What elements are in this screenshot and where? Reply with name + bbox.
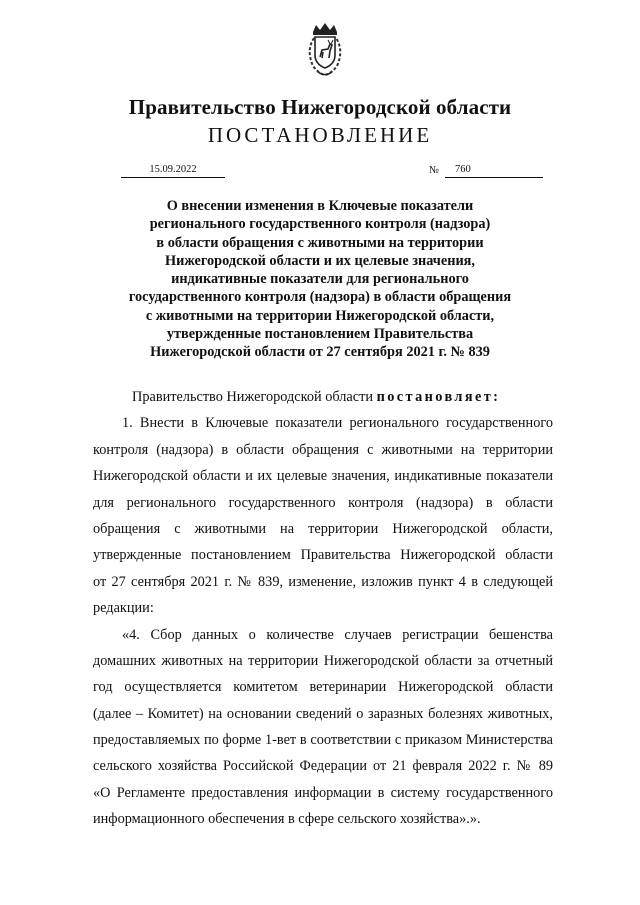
subject-line: О внесении изменения в Ключевые показатели (166, 198, 474, 214)
number-label: № (429, 165, 440, 176)
body-line: редакции: (93, 600, 154, 617)
document-subject (100, 197, 540, 362)
body-line: сельского хозяйства Российской Федерации от 21 февраля 2022 г. № 89 (93, 758, 553, 775)
subject-line: с животными на территории Нижегородской области, (145, 307, 495, 324)
body-line: «О Регламенте предоставления информации в систему государственного (93, 784, 553, 801)
coat-of-arms-icon (301, 22, 349, 78)
subject-line: регионального государственного контроля (надзора) (149, 216, 491, 233)
document-type: ПОСТАНОВЛЕНИЕ (207, 123, 433, 147)
body-line: «4. Сбор данных о количестве случаев регистрации бешенства (122, 626, 553, 643)
body-line: для регионального государственного контроля (надзора) в области (93, 494, 553, 511)
subject-line: Нижегородской области и их целевые значения, (164, 252, 475, 269)
body-line: 1. Внести в Ключевые показатели регионального государственного (122, 415, 553, 432)
document-date: 15.09.2022 (121, 163, 225, 178)
body-line: информационного обеспечения в сфере сельского хозяйства».». (93, 811, 481, 828)
body-line: от 27 сентября 2021 г. № 839, изменение, изложив пункт 4 в следующей (93, 573, 553, 590)
body-line: предоставляемых по форме 1-вет в соответствии с приказом Министерства (93, 732, 553, 749)
preamble-text: Правительство Нижегородской области (132, 389, 373, 405)
body-line: Нижегородской области и их целевые значения, индикативные показатели (93, 468, 553, 485)
body-line: домашних животных на территории Нижегородской области за отчетный (93, 652, 553, 669)
subject-line: государственного контроля (надзора) в области обращения (128, 289, 512, 306)
subject-line: Нижегородской области от 27 сентября 2021 г. № 839 (150, 344, 490, 361)
preamble (93, 384, 553, 410)
document-number-field (445, 163, 543, 178)
subject-line: в области обращения с животными на территории (156, 234, 484, 251)
body-line: (далее – Комитет) на основании сведений о заразных болезнях животных, (93, 705, 553, 722)
subject-line: утвержденные постановлением Правительства (166, 326, 474, 343)
government-title: Правительство Нижегородской области (128, 95, 512, 119)
preamble-verb: постановляет: (376, 389, 501, 405)
document-body (93, 384, 553, 833)
document-number: 760 (455, 164, 471, 175)
body-line: год осуществляется комитетом ветеринарии Нижегородской области (93, 679, 553, 696)
body-line: контроля (надзора) в области обращения с животными на территории (93, 441, 553, 458)
subject-line: индикативные показатели для регионального (171, 271, 469, 288)
body-line: утвержденные постановлением Правительства Нижегородской области (93, 547, 553, 564)
body-line: обращения с животными на территории Нижегородской области, (93, 520, 553, 537)
